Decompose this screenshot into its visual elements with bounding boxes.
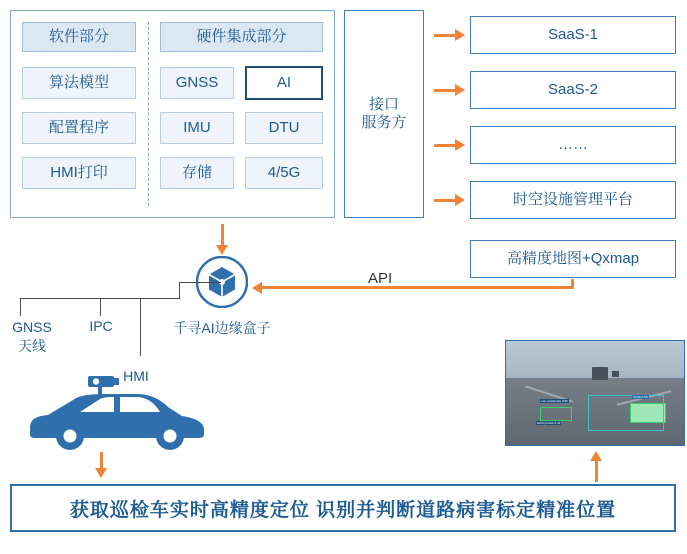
arrow-to-saas-more bbox=[434, 144, 456, 147]
api-arrow-horizontal-seg bbox=[262, 286, 574, 289]
photo-tag-1: rnm-ameliorate 0.55 bbox=[541, 399, 568, 403]
software-item-config-program: 配置程序 bbox=[22, 112, 136, 144]
photo-vehicle-1 bbox=[592, 367, 608, 380]
saas-box-2: SaaS-2 bbox=[470, 71, 676, 109]
photo-vehicle-2 bbox=[612, 371, 619, 377]
interface-provider-box bbox=[344, 10, 424, 218]
arrow-head-saas-1 bbox=[455, 29, 465, 41]
arrow-to-platform bbox=[434, 199, 456, 202]
hardware-item-imu: IMU bbox=[160, 112, 234, 144]
arrow-head-platform bbox=[455, 194, 465, 206]
interface-provider-line2: 服务方 bbox=[361, 114, 407, 131]
software-item-algorithm-model: 算法模型 bbox=[22, 67, 136, 99]
photo-tag-2: leftTopCrack 0.33 bbox=[537, 421, 561, 425]
interface-provider-line1: 接口 bbox=[368, 96, 399, 113]
sensor-label-ipc: IPC bbox=[89, 318, 113, 334]
panel-divider bbox=[148, 22, 149, 206]
sensor-label-hmi: HMI bbox=[123, 368, 149, 384]
arrow-head-saas-more bbox=[455, 139, 465, 151]
hardware-item-storage: 存储 bbox=[160, 157, 234, 189]
arrow-head-saas-2 bbox=[455, 84, 465, 96]
sensor-branch-hmi bbox=[140, 298, 141, 356]
hardware-item-ai: AI bbox=[245, 66, 323, 100]
hardware-item-dtu: DTU bbox=[245, 112, 323, 144]
sensor-label-gnss bbox=[0, 318, 66, 356]
summary-banner: 获取巡检车实时高精度定位 识别并判断道路病害标定精准位置 bbox=[10, 484, 676, 532]
hardware-item-gnss: GNSS bbox=[160, 67, 234, 99]
inspection-vehicle-icon bbox=[18, 372, 218, 452]
sensor-branch-ipc bbox=[100, 298, 101, 316]
sensor-branch-gnss bbox=[20, 298, 21, 316]
saas-box-1: SaaS-1 bbox=[470, 16, 676, 54]
hardware-section-header: 硬件集成部分 bbox=[160, 22, 323, 52]
road-detection-photo bbox=[505, 340, 685, 446]
software-section-header: 软件部分 bbox=[22, 22, 136, 52]
api-arrow-head bbox=[252, 282, 262, 294]
photo-tag-3: Crack 0.68 bbox=[633, 395, 648, 399]
hardware-item-4g5g: 4/5G bbox=[245, 157, 323, 189]
api-label: API bbox=[368, 270, 393, 287]
sensor-stem-to-box bbox=[179, 282, 221, 283]
sensor-gnss-line1: GNSS bbox=[12, 319, 52, 335]
software-item-hmi-print: HMI打印 bbox=[22, 157, 136, 189]
sensor-gnss-line2: 天线 bbox=[18, 337, 46, 354]
arrow-to-saas-1 bbox=[434, 34, 456, 37]
sensor-tree-stem-center bbox=[179, 282, 180, 299]
arrow-to-saas-2 bbox=[434, 89, 456, 92]
arrow-head-banner bbox=[95, 468, 107, 478]
arrow-photo-up-line bbox=[595, 460, 598, 482]
hd-map-qxmap-box: 高精度地图+Qxmap bbox=[470, 240, 676, 278]
edge-box-label: 千寻AI边缘盒子 bbox=[173, 320, 271, 336]
arrow-head-edge-box bbox=[216, 245, 228, 255]
arrow-head-photo bbox=[590, 451, 602, 461]
saas-box-more: …… bbox=[470, 126, 676, 164]
spatiotemporal-platform-box: 时空设施管理平台 bbox=[470, 181, 676, 219]
photo-bbox-small bbox=[540, 407, 572, 421]
photo-bbox-area bbox=[588, 395, 664, 431]
